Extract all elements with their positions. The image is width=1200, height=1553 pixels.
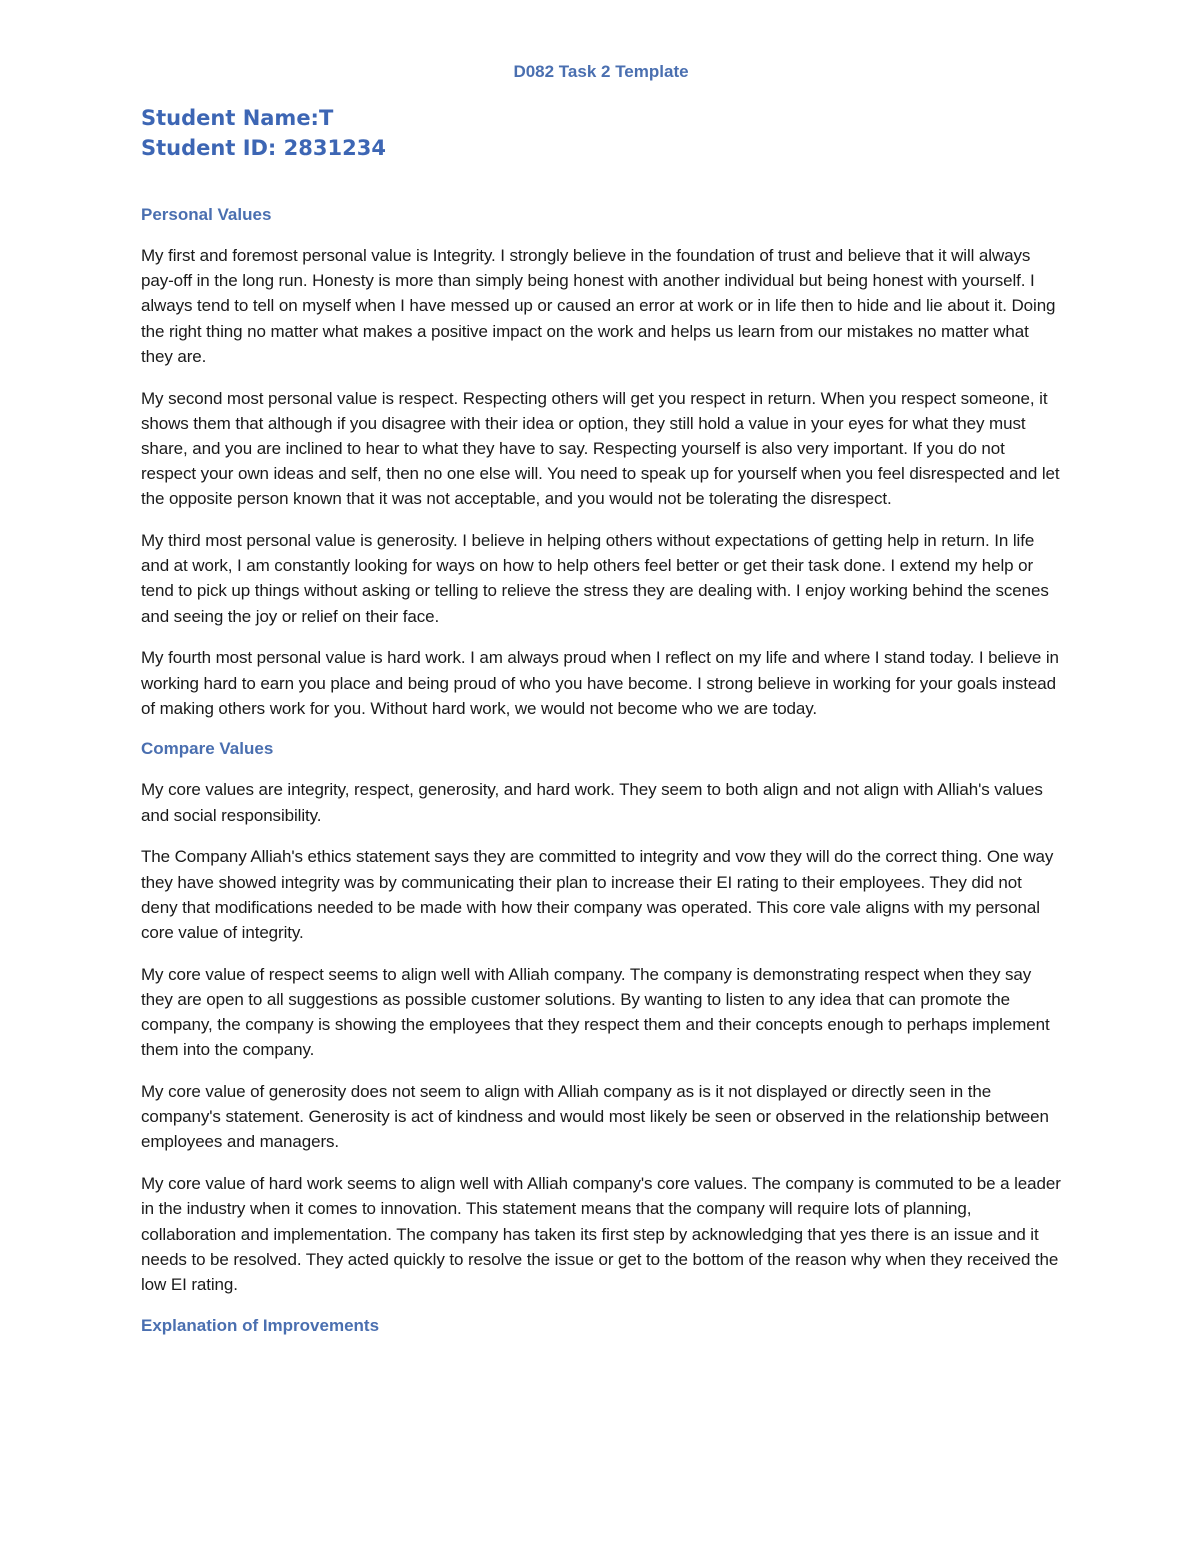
student-name: Student Name:T [141, 106, 334, 130]
paragraph: My second most personal value is respect. Respecting others will get you respect in return. When you respect someone, it shows them that although if you disagree with their idea or option, they still hold a value in your eyes for what they must share, and you are inclined to hear to what they have to say. Respecting yourself is also very important. If you do not respect your own ideas and self, then no one else will. You need to speak up for yourself when you feel disrespected and let the opposite person known that it was not acceptable, and you would not be tolerating the disrespect. [141, 388, 1060, 509]
paragraph: My core value of hard work seems to align well with Alliah company's core values. The company is commuted to be a leader in the industry when it comes to innovation. This statement means that the company will require lots of planning, collaboration and implementation. The company has taken its first step by acknowledging that yes there is an issue and it needs to be resolved. They acted quickly to resolve the issue or get to the bottom of the reason why when they received the low EI rating. [141, 1174, 1061, 1294]
paragraph: My core value of generosity does not seem to align with Alliah company as is it not displayed or directly seen in the company's statement. Generosity is act of kindness and would most likely be seen or observed in the relationship between employees and managers. [141, 1081, 1049, 1152]
section-personal-values [141, 203, 1061, 721]
section-compare-values [141, 737, 1061, 1297]
student-info [141, 103, 386, 163]
section-explanation-of-improvements [141, 1314, 1061, 1338]
document-title: D082 Task 2 Template [513, 62, 689, 81]
document-body [141, 203, 1061, 1354]
document-page [141, 0, 1061, 1553]
paragraph: My core values are integrity, respect, generosity, and hard work. They seem to both align and not align with Alliah's values and social responsibility. [141, 780, 1043, 825]
paragraph: The Company Alliah's ethics statement says they are committed to integrity and vow they will do the correct thing. One way they have showed integrity was by communicating their plan to increase their EI rating to their employees. They did not deny that modifications needed to be made with how their company was operated. This core vale aligns with my personal core value of integrity. [141, 847, 1054, 942]
section-heading: Personal Values [141, 205, 272, 224]
section-heading: Explanation of Improvements [141, 1315, 380, 1335]
paragraph: My core value of respect seems to align well with Alliah company. The company is demonstrating respect when they say they are open to all suggestions as possible customer solutions. By wanting to listen to any idea that can promote the company, the company is showing the employees that they respect them and their concepts enough to perhaps implement them into the company. [141, 964, 1050, 1060]
student-id: Student ID: 2831234 [141, 136, 386, 160]
section-heading: Compare Values [141, 739, 274, 759]
paragraph: My first and foremost personal value is Integrity. I strongly believe in the foundation of trust and believe that it will always pay-off in the long run. Honesty is more than simply being honest with another individual but being honest with yourself. I always tend to tell on myself when I have messed up or caused an error at work or in life then to hide and lie about it. Doing the right thing no matter what makes a positive impact on the work and helps us learn from our mistakes no matter what they are. [141, 246, 1056, 366]
paragraph: My third most personal value is generosity. I believe in helping others without expectations of getting help in return. In life and at work, I am constantly looking for ways on how to help others feel better or get their task done. I extend my help or tend to pick up things without asking or telling to relieve the stress they are dealing with. I enjoy working behind the scenes and seeing the joy or relief on their face. [141, 531, 1049, 626]
paragraph: My fourth most personal value is hard work. I am always proud when I reflect on my life and where I stand today. I believe in working hard to earn you place and being proud of who you have become. I strong believe in working for your goals instead of making others work for you. Without hard work, we would not become who we are today. [141, 648, 1059, 718]
